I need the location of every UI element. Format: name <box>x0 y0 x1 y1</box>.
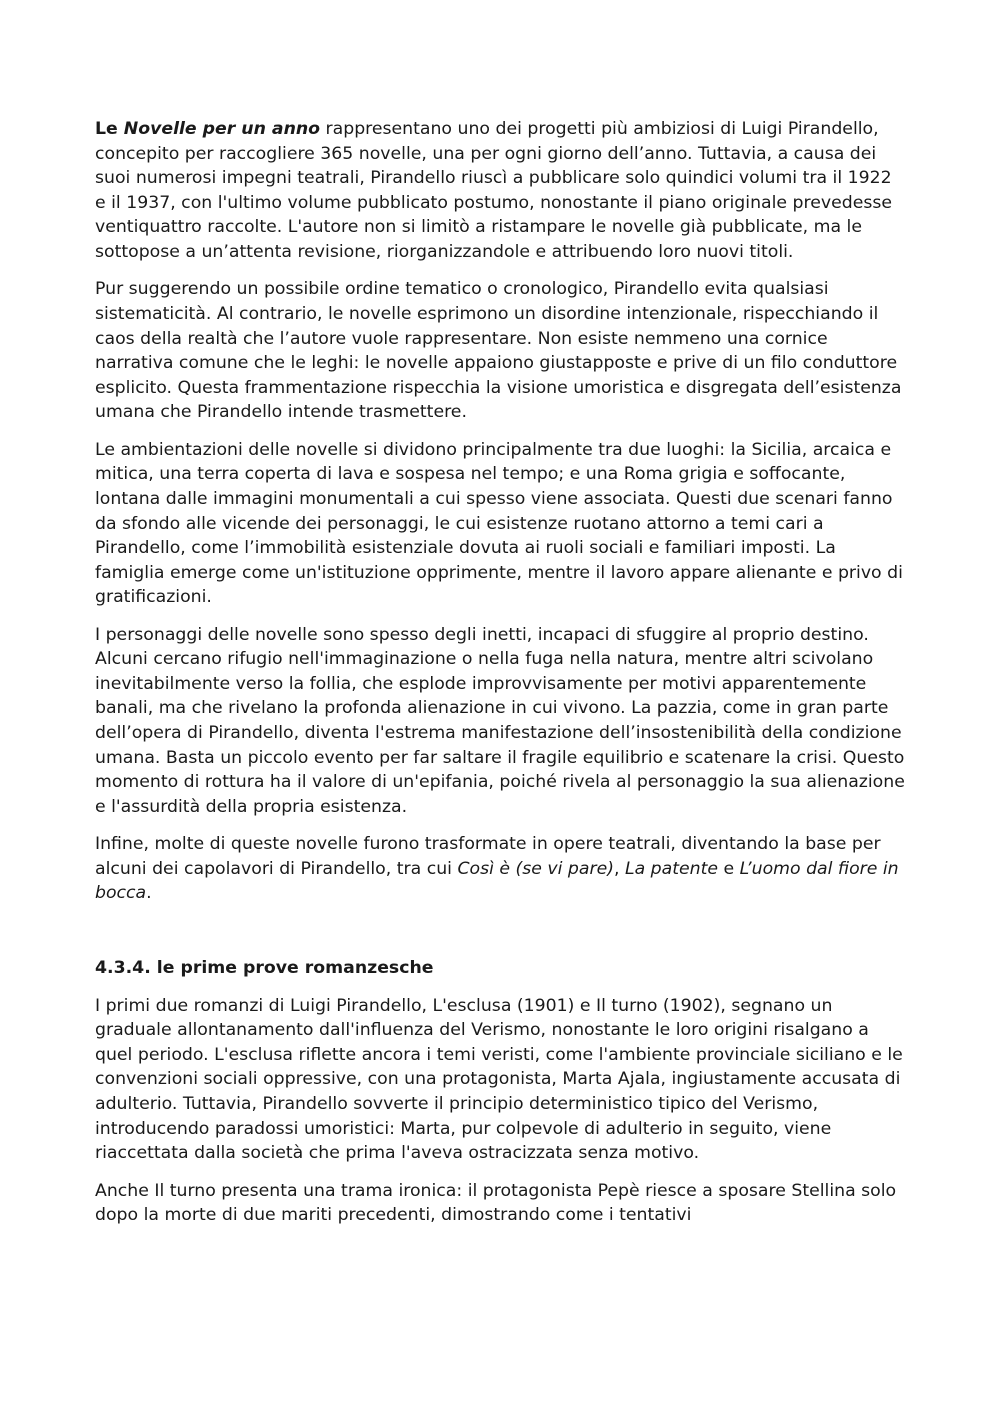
work-title-cosi-e: Così è (se vi pare) <box>457 858 614 879</box>
work-title-la-patente: La patente <box>624 858 718 879</box>
work-title-novelle-per-un-anno: Novelle per un anno <box>123 119 321 139</box>
paragraph-order: Pur suggerendo un possibile ordine tematico o cronologico, Pirandello evita qualsiasi sistematicità. Al contrario, le novelle esprimono un disordine intenzionale, rispecchiando il caos della realtà che l’autore vuole rappresentare. Non esiste nemmeno una cornice narrativa comune che le leghi: le novelle appaiono giustapposte e prive di un filo conduttore esplicito. Questa frammentazione rispecchia la visione umoristica e disgregata dell’esistenza umana che Pirandello intende trasmettere. <box>95 279 902 423</box>
work-title-uomo-dal-fiore: L’uomo dal fiore in bocca <box>95 858 899 904</box>
paragraph-text: Infine, molte di queste novelle furono trasformate in opere teatrali, diventando la base per alcuni dei capolavori di Pirandello, tra cui <box>95 834 881 879</box>
paragraph-characters: I personaggi delle novelle sono spesso degli inetti, incapaci di sfuggire al proprio destino. Alcuni cercano rifugio nell'immaginazione o nella fuga nella natura, mentre altri scivolano inevitabilmente verso la follia, che esplode improvvisamente per motivi apparentemente banali, ma che rivelano la profonda alienazione in cui vivono. La pazzia, come in gran parte dell’opera di Pirandello, diventa l'estrema manifestazione dell’insostenibilità della condizione umana. Basta un piccolo evento per far saltare il fragile equilibrio e scatenare la crisi. Questo momento di rottura ha il valore di un'epifania, poiché rivela al personaggio la sua alienazione e l'assurdità della propria esistenza. <box>95 624 905 817</box>
paragraph-first-novels: I primi due romanzi di Luigi Pirandello, L'esclusa (1901) e Il turno (1902), segnano un graduale allontanamento dall'influenza del Verismo, nonostante le loro origini risalgano a quel periodo. L'esclusa riflette ancora i temi veristi, come l'ambiente provinciale siciliano e le convenzioni sociali oppressive, con una protagonista, Marta Ajala, ingiustamente accusata di adulterio. Tuttavia, Pirandello sovverte il principio deterministico tipico del Verismo, introducendo paradossi umoristici: Marta, pur colpevole di adulterio in seguito, viene riaccettata dalla società che prima l'aveva ostracizzata senza motivo. <box>95 995 903 1164</box>
paragraph-text: rappresentano uno dei progetti più ambiziosi di Luigi Pirandello, concepito per raccogliere 365 novelle, una per ogni giorno dell’anno. Tuttavia, a causa dei suoi numerosi impegni teatrali, Pirandello riuscì a pubblicare solo quindici volumi tra il 1922 e il 1937, con l'ultimo volume pubblicato postumo, nonostante il piano originale prevedesse ventiquattro raccolte. L'autore non si limitò a ristampare le novelle già pubblicate, ma le sottopose a un’attenta revisione, riorganizzandole e attribuendo loro nuovi titoli. <box>95 119 892 262</box>
separator: e <box>718 858 740 879</box>
lead-word: Le <box>95 119 124 139</box>
paragraph-settings: Le ambientazioni delle novelle si dividono principalmente tra due luoghi: la Sicilia, arcaica e mitica, una terra coperta di lava e sospesa nel tempo; e una Roma grigia e soffocante, lontana dalle immagini monumentali a cui spesso viene associata. Questi due scenari fanno da sfondo alle vicende dei personaggi, le cui esistenze ruotano attorno a temi cari a Pirandello, come l’immobilità esistenziale dovuta ai ruoli sociali e familiari imposti. La famiglia emerge come un'istituzione opprimente, mentre il lavoro appare alienante e privo di gratificazioni. <box>95 439 903 608</box>
separator: , <box>613 858 625 879</box>
document-page <box>95 117 905 1241</box>
section-heading: 4.3.4. le prime prove romanzesche <box>95 958 434 978</box>
separator: . <box>146 883 152 904</box>
paragraph-theatre <box>95 832 905 906</box>
paragraph-il-turno: Anche Il turno presenta una trama ironica: il protagonista Pepè riesce a sposare Stellina solo dopo la morte di due mariti precedenti, dimostrando come i tentativi <box>95 1180 897 1226</box>
paragraph-novelle-intro <box>95 117 905 265</box>
